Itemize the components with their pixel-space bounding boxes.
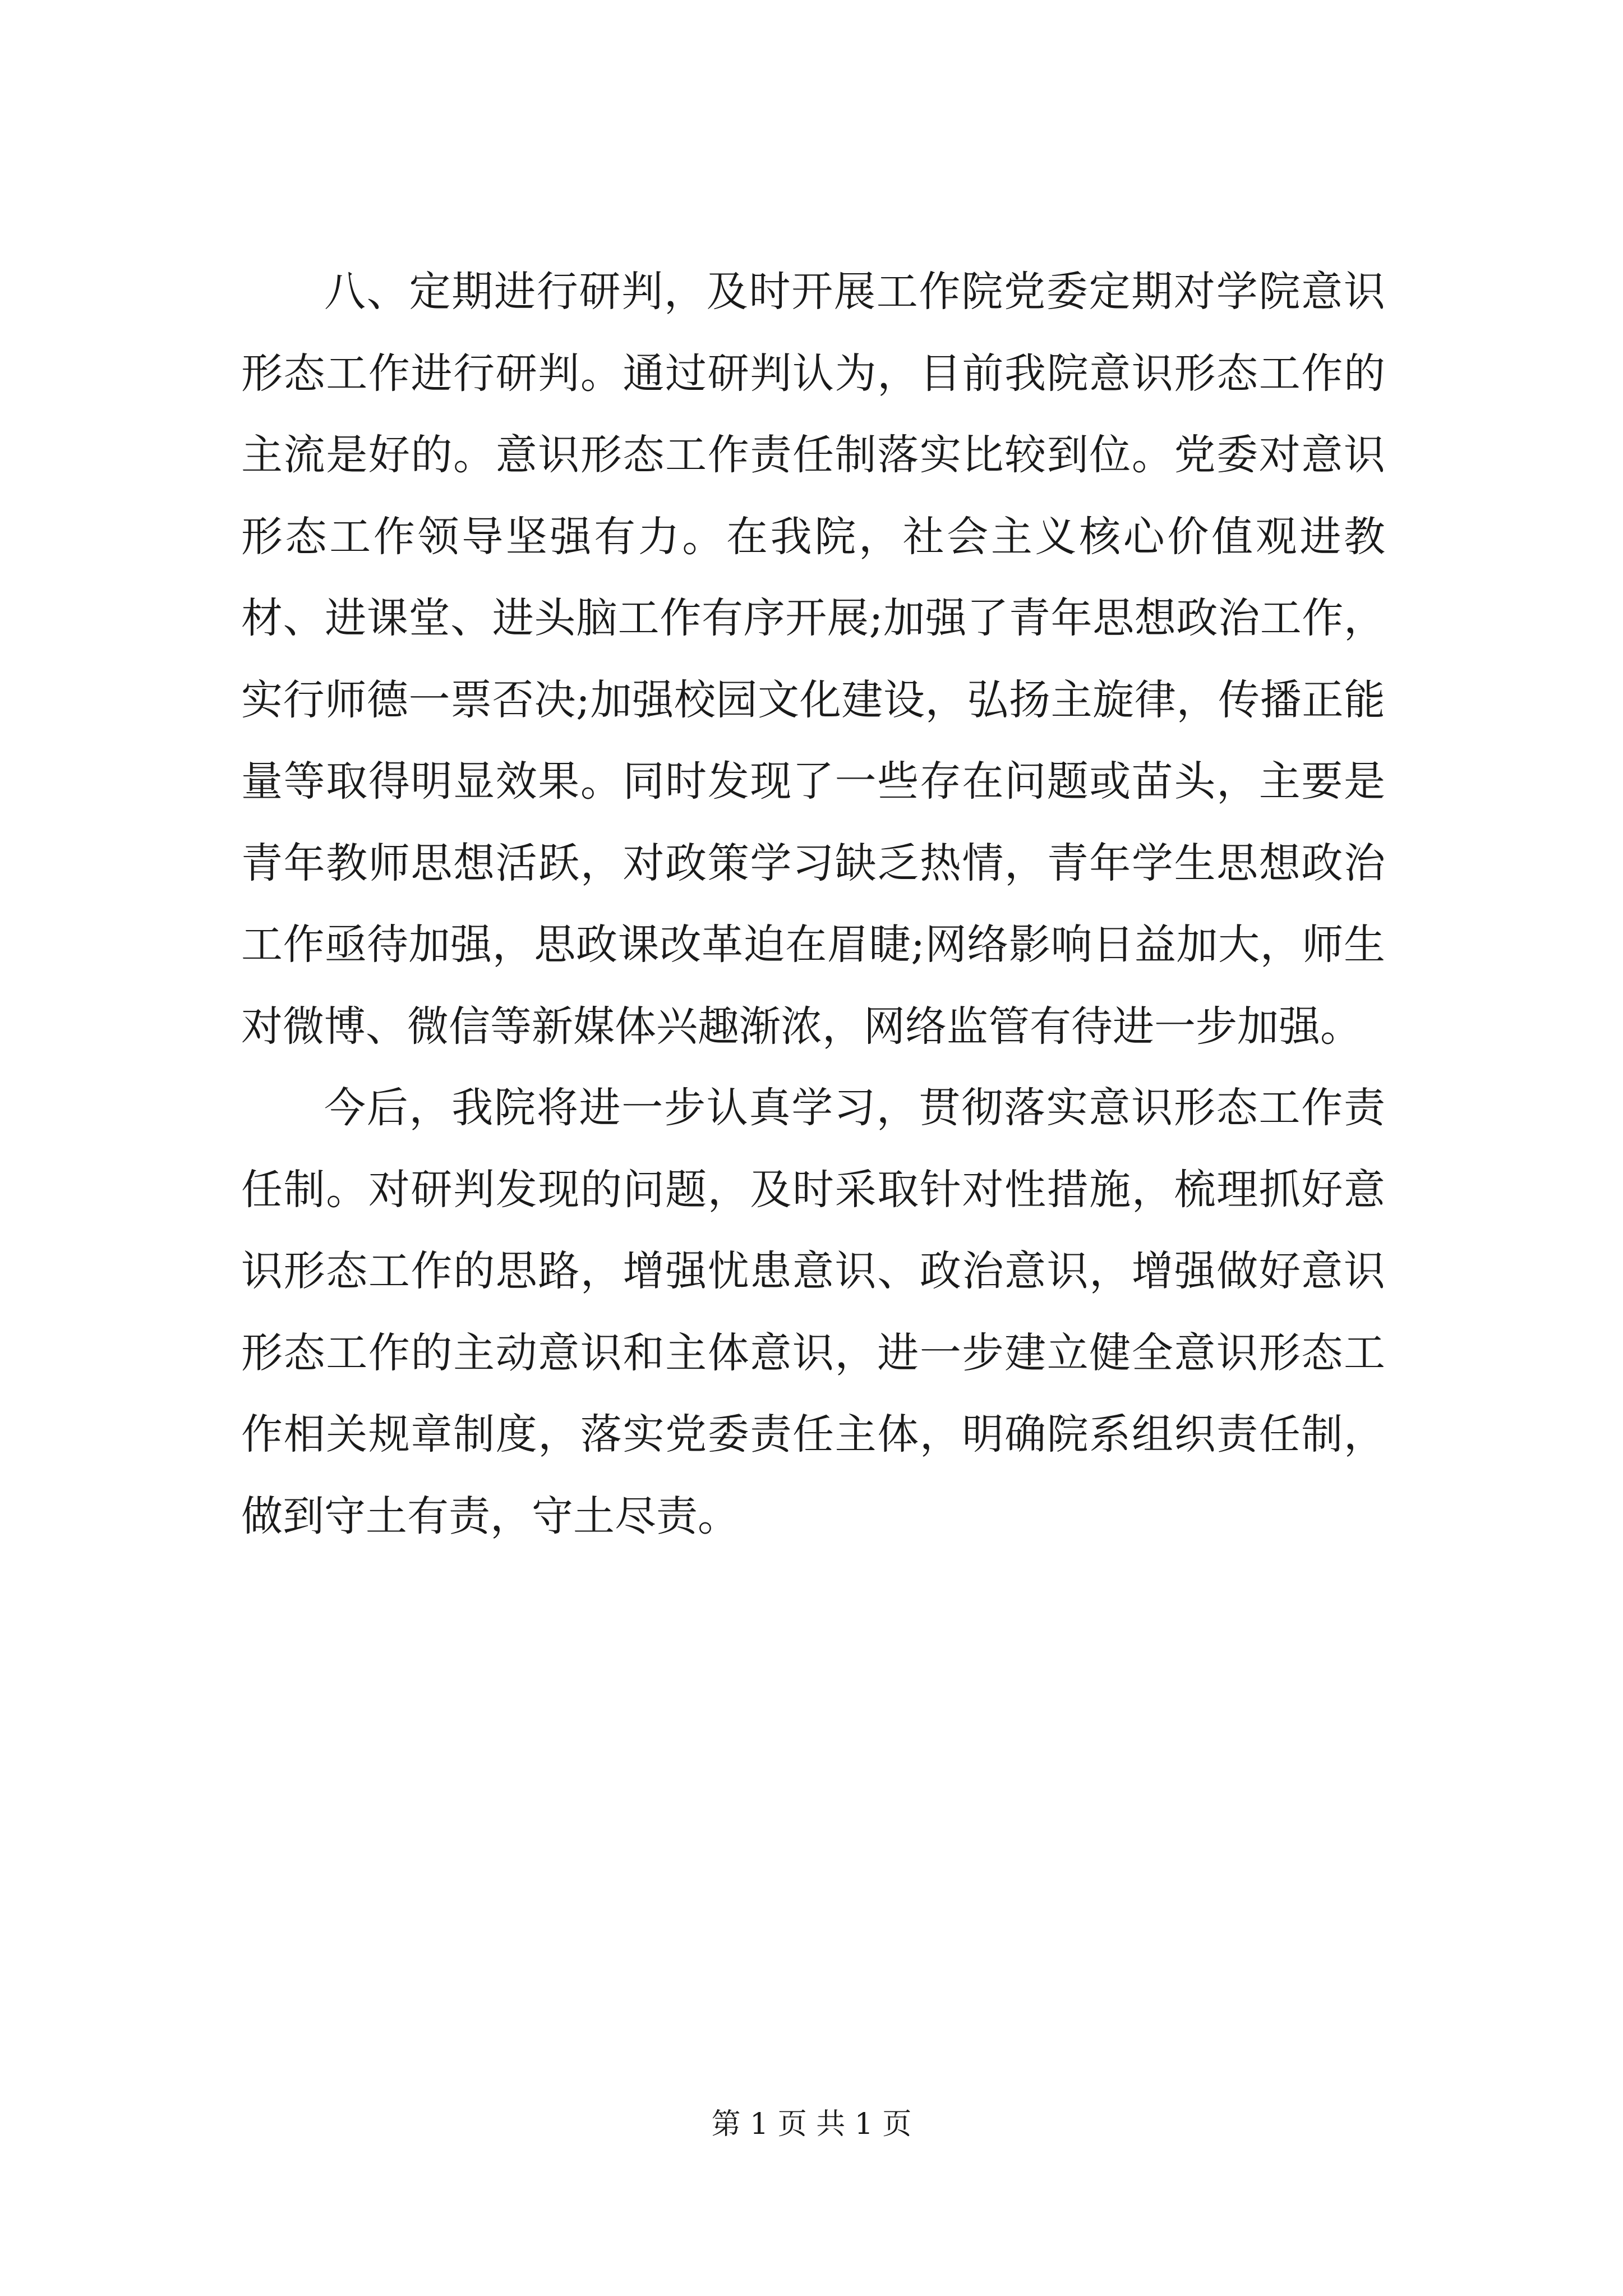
page-footer: 第 1 页 共 1 页 — [711, 2108, 912, 2141]
document-body — [241, 251, 1385, 1557]
paragraph-1: 八、定期进行研判，及时开展工作院党委定期对学院意识形态工作进行研判。通过研判认为，目前我院意识形态工作的主流是好的。意识形态工作责任制落实比较到位。党委对意识形态工作领导坚强有力。在我院，社会主义核心价值观进教材、进课堂、进头脑工作有序开展;加强了青年思想政治工作，实行师德一票否决;加强校园文化建设，弘扬主旋律，传播正能量等取得明显效果。同时发现了一些存在问题或苗头，主要是青年教师思想活跃，对政策学习缺乏热情，青年学生思想政治工作亟待加强，思政课改革迫在眉睫;网络影响日益加大，师生对微博、微信等新媒体兴趣渐浓，网络监管有待进一步加强。 — [241, 268, 1385, 1051]
paragraph-2: 今后，我院将进一步认真学习，贯彻落实意识形态工作责任制。对研判发现的问题，及时采取针对性措施，梳理抓好意识形态工作的思路，增强忧患意识、政治意识，增强做好意识形态工作的主动意识和主体意识，进一步建立健全意识形态工作相关规章制度，落实党委责任主体，明确院系组织责任制，做到守土有责，守土尽责。 — [241, 1084, 1385, 1540]
